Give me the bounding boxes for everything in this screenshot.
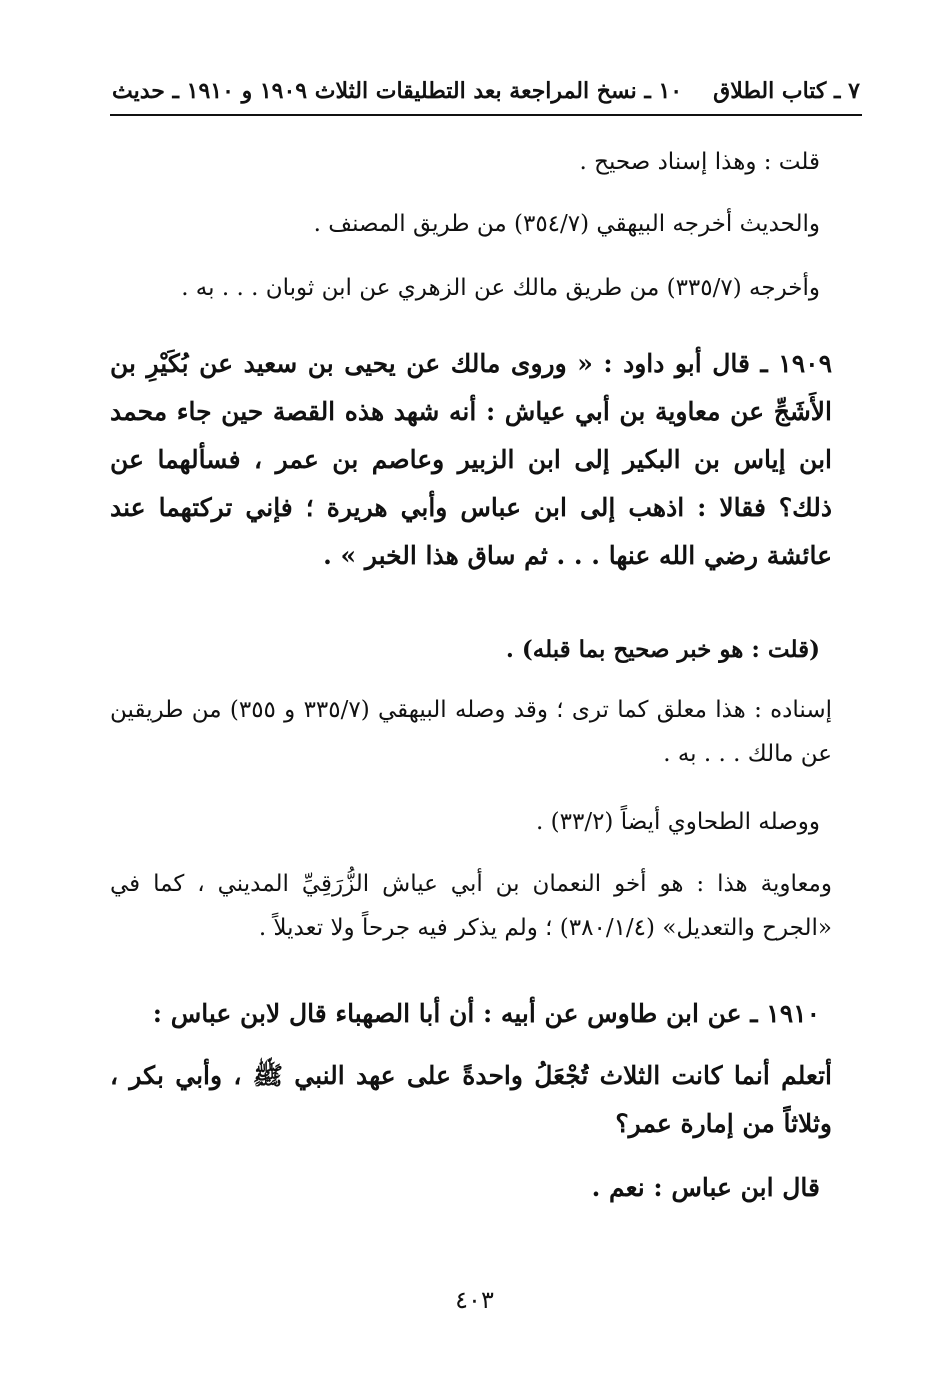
hadith-1909: ١٩٠٩ ـ قال أبو داود : « وروى مالك عن يحيى بن سعيد عن بُكَيْرِ بن الأَشَجِّ عن معاوية بن أبي عياش : أنه شهد هذه القصة حين جاء محمد ابن إياس بن البكير إلى ابن الزبير وعاصم بن عمر ، فسألهما عن ذلك؟ فقالا : اذهب إلى ابن عباس وأبي هريرة ؛ فإني تركتهما عند عائشة رضي الله عنها . . . ثم ساق هذا الخبر » . [110,349,832,570]
header-chapter-title: ١٠ ـ نسخ المراجعة بعد التطليقات الثلاث ١٩٠٩ و ١٩١٠ ـ حديث [112,78,683,104]
paragraph-muawiya-note: ومعاوية هذا : هو أخو النعمان بن أبي عياش الزُّرَقِيِّ المديني ، كما في «الجرح والتعديل» (٣٨٠/١/٤) ؛ ولم يذكر فيه جرحاً ولا تعديلاً . [110,871,832,941]
page-number: ٤٠٣ [455,1286,494,1314]
paragraph-bayhaqi-reference: والحديث أخرجه البيهقي (٣٥٤/٧) من طريق المصنف . [313,211,820,237]
paragraph-malik-route: وأخرجه (٣٣٥/٧) من طريق مالك عن الزهري عن ابن ثوبان . . . به . [181,275,820,301]
running-header [110,72,862,116]
paragraph-isnad-1909: إسناده : هذا معلق كما ترى ؛ وقد وصله البيهقي (٣٣٥/٧ و ٣٥٥) من طريقين عن مالك . . . به . [110,697,833,767]
paragraph-verdict-1909: (قلت : هو خبر صحيح بما قبله) . [505,636,820,663]
paragraph-tahawi: ووصله الطحاوي أيضاً (٣٣/٢) . [536,809,820,835]
header-book-title: ٧ ـ كتاب الطلاق [713,78,860,104]
paragraph-isnad-sahih: قلت : وهذا إسناد صحيح . [579,149,820,175]
hadith-1910-intro: ١٩١٠ ـ عن ابن طاوس عن أبيه : أن أبا الصهباء قال لابن عباس : [152,999,820,1028]
hadith-1910-text: أتعلم أنما كانت الثلاث تُجْعَلُ واحدةً على عهد النبي ﷺ ، وأبي بكر ، وثلاثاً من إمارة عمر؟ [110,1061,832,1138]
hadith-1910-answer: قال ابن عباس : نعم . [591,1173,820,1202]
